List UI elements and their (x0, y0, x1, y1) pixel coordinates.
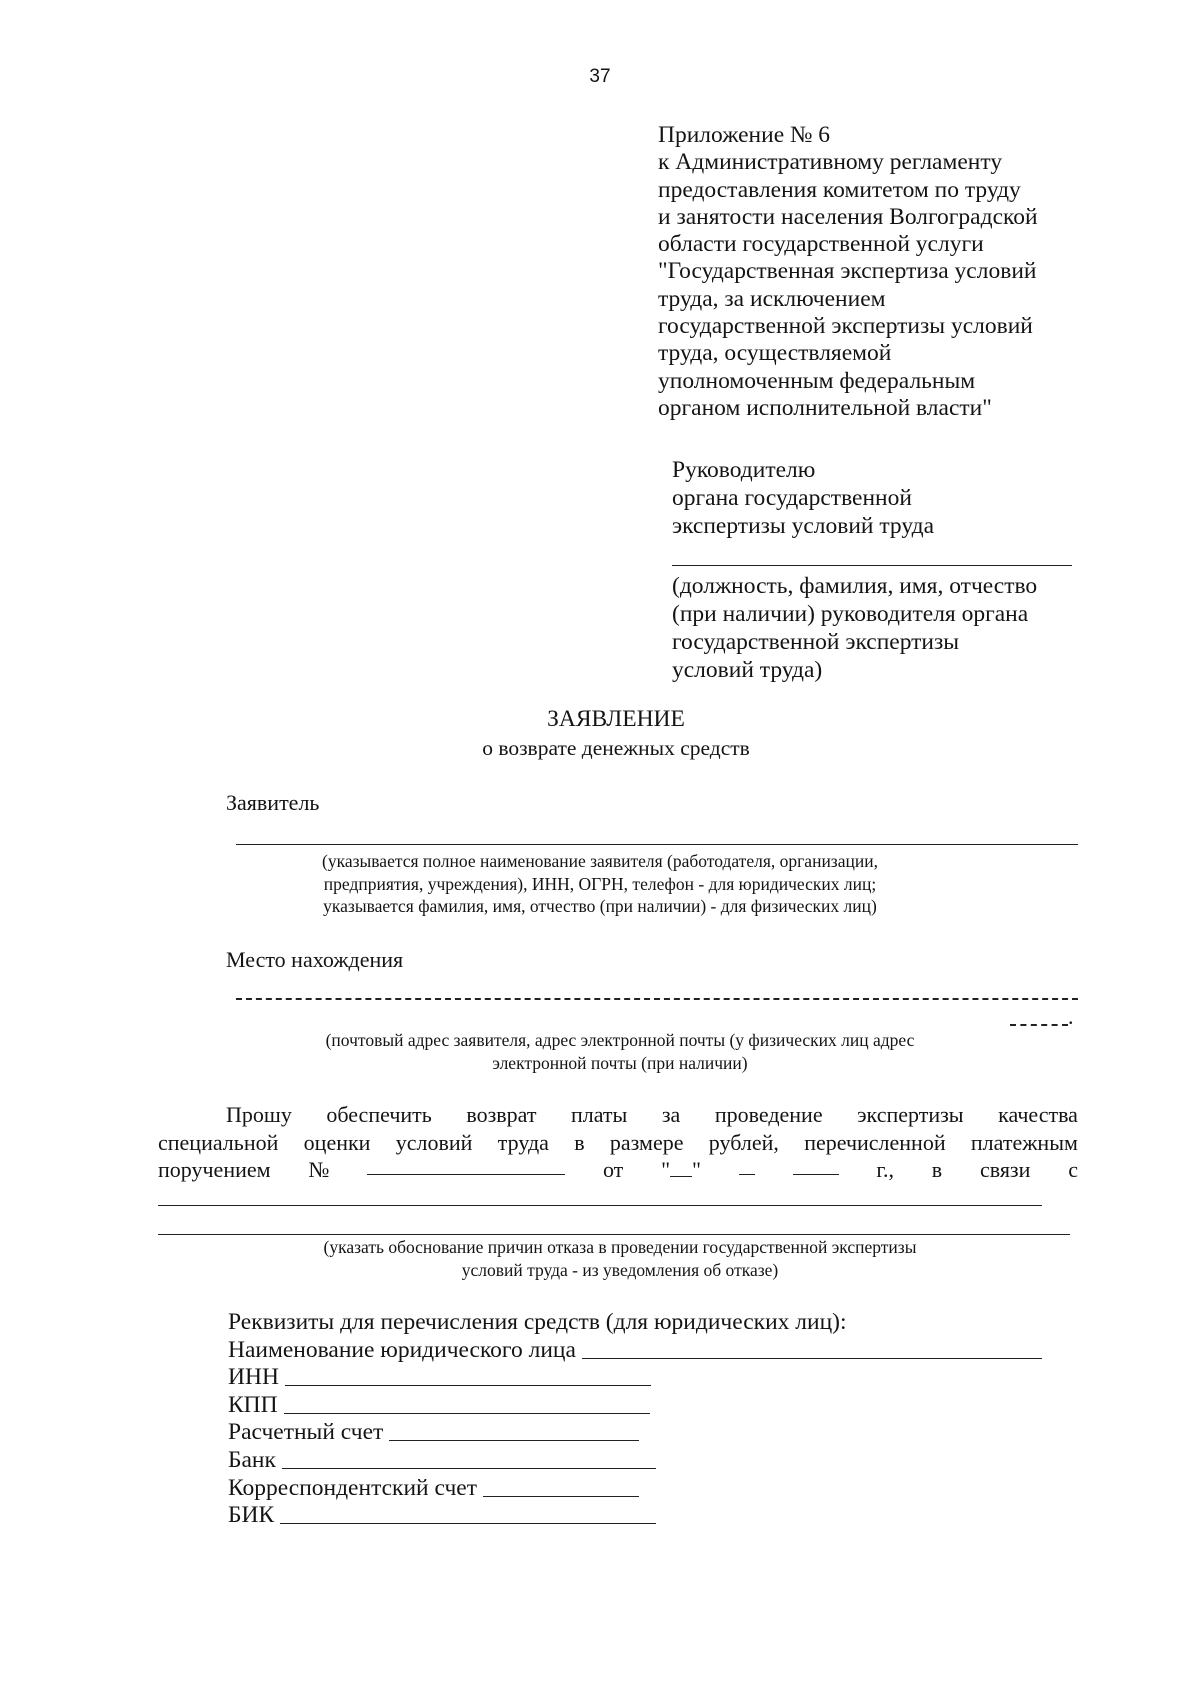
reason-hint (0, 1236, 1200, 1281)
addressee-fill-line[interactable] (672, 565, 1072, 566)
requisite-label: БИК (228, 1502, 275, 1529)
word: обеспечить (326, 1102, 432, 1127)
applicant-hint-line: указывается фамилия, имя, отчество (при наличии) - для физических лиц) (323, 896, 877, 916)
appendix-line: труда, за исключением (658, 285, 886, 312)
requisite-label: Банк (228, 1446, 276, 1473)
document-subtitle: о возврате денежных средств (482, 736, 750, 760)
request-line-3 (158, 1156, 1078, 1184)
addressee-line: экспертизы условий труда (672, 513, 935, 539)
date-day-field[interactable] (670, 1158, 692, 1177)
addressee-caption-line: (при наличии) руководителя органа (672, 601, 1029, 627)
requisite-row (228, 1502, 1042, 1530)
quote-mark: " (661, 1157, 671, 1182)
word: за (661, 1102, 681, 1127)
request-line-1 (158, 1101, 1078, 1129)
word: № (308, 1157, 330, 1182)
addressee-caption-line: условий труда) (672, 657, 823, 683)
word: поручением (158, 1157, 271, 1182)
addressee-caption-line: (должность, фамилия, имя, отчество (672, 573, 1038, 599)
location-hint-line: (почтовый адрес заявителя, адрес электронной почты (у физических лиц адрес (325, 1030, 915, 1050)
word: размере (609, 1129, 684, 1155)
requisite-label: Корреспондентский счет (228, 1474, 477, 1501)
appendix-line: предоставления комитетом по труду (658, 176, 1021, 203)
applicant-hint (0, 850, 1200, 918)
word: возврат (466, 1102, 537, 1127)
requisite-label: Наименование юридического лица (228, 1336, 576, 1363)
requisite-field[interactable] (483, 1495, 639, 1497)
location-hint-line: электронной почты (при наличии) (492, 1052, 748, 1073)
appendix-line: труда, осуществляемой (658, 340, 892, 367)
date-month-field[interactable] (739, 1156, 755, 1175)
word: Прошу (226, 1102, 292, 1127)
requisite-field[interactable] (582, 1357, 1042, 1359)
requisite-field[interactable] (280, 1522, 656, 1524)
reason-hint-line: (указать обоснование причин отказа в проведении государственной экспертизы (323, 1237, 917, 1257)
requisite-field[interactable] (285, 1384, 651, 1386)
addressee-block (672, 456, 934, 540)
addressee-caption (672, 572, 1037, 684)
requisite-row (228, 1475, 1042, 1503)
requisites-heading: Реквизиты для перечисления средств (для юридических лиц): (228, 1309, 847, 1335)
order-number-field[interactable] (367, 1156, 565, 1175)
requisite-label: КПП (228, 1391, 278, 1418)
word: г., (876, 1157, 894, 1182)
request-line-2 (158, 1129, 1078, 1157)
requisite-label: ИНН (228, 1364, 279, 1391)
appendix-line: и занятости населения Волгоградской (658, 203, 1038, 230)
appendix-line: уполномоченным федеральным (658, 367, 976, 394)
word: связи (979, 1157, 1031, 1182)
requisite-row (228, 1392, 1042, 1420)
addressee-line: Руководителю (672, 457, 816, 483)
reason-fill-line-2[interactable] (158, 1234, 1070, 1235)
location-fill-line-1[interactable] (236, 998, 1078, 1000)
appendix-header (658, 122, 1038, 422)
appendix-line: области государственной услуги (658, 231, 984, 258)
requisite-field[interactable] (284, 1412, 650, 1414)
location-end-mark: . (1068, 1004, 1074, 1029)
word: условий (395, 1129, 473, 1155)
date-day-group (661, 1156, 701, 1184)
appendix-line: Приложение № 6 (658, 122, 831, 148)
word: качества (998, 1102, 1078, 1127)
word: платы (570, 1102, 628, 1127)
addressee-caption-line: государственной экспертизы (672, 629, 960, 655)
quote-mark: " (692, 1157, 702, 1182)
reason-hint-line: условий труда - из уведомления об отказе) (461, 1259, 779, 1280)
requisites-block (228, 1309, 1042, 1530)
requisite-row (228, 1364, 1042, 1392)
appendix-line: государственной экспертизы условий (658, 313, 1033, 340)
location-fill-line-2[interactable] (1010, 1024, 1068, 1026)
word: в (574, 1129, 585, 1155)
word: труда (497, 1129, 549, 1155)
requisite-field[interactable] (389, 1439, 639, 1441)
request-paragraph (158, 1101, 1078, 1184)
word: с (1068, 1157, 1078, 1182)
word: специальной (158, 1129, 279, 1155)
appendix-line: к Административному регламенту (658, 149, 1003, 176)
requisite-row (228, 1419, 1042, 1447)
applicant-hint-line: предприятия, учреждения), ИНН, ОГРН, телефон - для юридических лиц; (323, 873, 877, 894)
applicant-hint-line: (указывается полное наименование заявителя (работодателя, организации, (322, 851, 878, 871)
reason-fill-line-1[interactable] (158, 1205, 1042, 1206)
word: перечисленной (804, 1129, 946, 1155)
appendix-line: "Государственная экспертиза условий (658, 258, 1037, 285)
word: экспертизы (857, 1102, 964, 1127)
word: в (931, 1157, 943, 1182)
requisite-row (228, 1337, 1042, 1365)
requisite-label: Расчетный счет (228, 1419, 384, 1446)
document-title: ЗАЯВЛЕНИЕ (547, 706, 685, 732)
date-year-field[interactable] (793, 1156, 839, 1175)
applicant-label: Заявитель (226, 790, 320, 815)
requisite-field[interactable] (282, 1467, 656, 1469)
location-label: Место нахождения (226, 947, 404, 972)
requisite-row (228, 1447, 1042, 1475)
addressee-line: органа государственной (672, 485, 912, 511)
applicant-fill-line[interactable] (236, 844, 1078, 845)
word: от (602, 1157, 624, 1182)
word: рублей, (708, 1129, 779, 1155)
word: платежным (970, 1129, 1078, 1155)
word: оценки (303, 1129, 371, 1155)
page-number: 37 (589, 66, 611, 87)
appendix-line: органом исполнительной власти" (658, 394, 992, 421)
location-hint (0, 1029, 1200, 1074)
word: проведение (714, 1102, 823, 1127)
